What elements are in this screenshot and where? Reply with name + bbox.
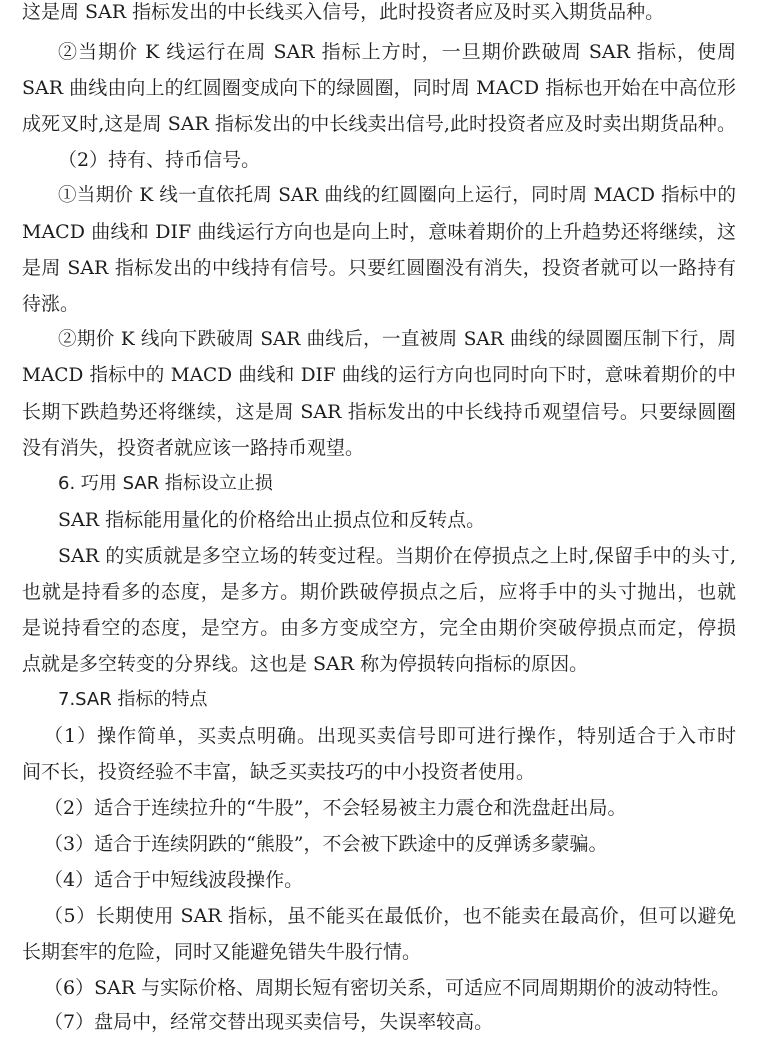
text-line: 也就是持看多的态度，是多方。期价跌破停损点之后，应将手中的头寸抛出，也就 <box>22 581 736 603</box>
text-line: SAR 曲线由向上的红圆圈变成向下的绿圆圈，同时周 MACD 指标也开始在中高位形 <box>22 77 736 99</box>
text-line: （2）适合于连续拉升的“牛股”，不会轻易被主力震仓和洗盘赶出局。 <box>44 797 627 819</box>
text-line: 待涨。 <box>22 293 80 315</box>
text-line: （4）适合于中短线波段操作。 <box>44 869 304 891</box>
text-line: 成死叉时,这是周 SAR 指标发出的中长线卖出信号,此时投资者应及时卖出期货品种。 <box>22 113 736 135</box>
text-line: （2）持有、持币信号。 <box>58 149 261 171</box>
text-line: 长期套牢的危险，同时又能避免错失牛股行情。 <box>22 941 422 963</box>
text-line: 长期下跌趋势还将继续，这是周 SAR 指标发出的中长线持币观望信号。只要绿圆圈 <box>22 401 736 423</box>
text-line: 是说持看空的态度，是空方。由多方变成空方，完全由期价突破停损点而定，停损 <box>22 617 736 639</box>
section-heading: 7.SAR 指标的特点 <box>58 689 208 710</box>
text-line: 没有消失，投资者就应该一路持币观望。 <box>22 437 365 459</box>
text-line: 点就是多空转变的分界线。这也是 SAR 称为停损转向指标的原因。 <box>22 653 589 675</box>
text-line: ②期价 K 线向下跌破周 SAR 曲线后，一直被周 SAR 曲线的绿圆圈压制下行，周 <box>58 329 736 350</box>
text-line: SAR 的实质就是多空立场的转变过程。当期价在停损点之上时,保留手中的头寸, <box>58 545 736 567</box>
text-line: SAR 指标能用量化的价格给出止损点位和反转点。 <box>58 509 486 531</box>
text-line: MACD 指标中的 MACD 曲线和 DIF 曲线的运行方向也同时向下时，意味着期价的中 <box>22 365 736 386</box>
text-line: 这是周 SAR 指标发出的中长线买入信号，此时投资者应及时买入期货品种。 <box>22 1 665 23</box>
section-heading: 6. 巧用 SAR 指标设立止损 <box>58 473 273 494</box>
text-line: MACD 曲线和 DIF 曲线运行方向也是向上时，意味着期价的上升趋势还将继续，这 <box>22 221 736 243</box>
text-line: ①当期价 K 线一直依托周 SAR 曲线的红圆圈向上运行，同时周 MACD 指标中的 <box>58 185 736 206</box>
text-line: 是周 SAR 指标发出的中线持有信号。只要红圆圈没有消失，投资者就可以一路持有 <box>22 257 736 279</box>
text-line: （5）长期使用 SAR 指标，虽不能买在最低价，也不能卖在最高价，但可以避免 <box>44 905 736 927</box>
text-line: （7）盘局中，经常交替出现买卖信号，失误率较高。 <box>44 1011 494 1033</box>
text-line: （1）操作简单，买卖点明确。出现买卖信号即可进行操作，特别适合于入市时 <box>44 725 736 747</box>
text-line: （6）SAR 与实际价格、周期长短有密切关系，可适应不同周期期价的波动特性。 <box>44 977 731 999</box>
text-line: ②当期价 K 线运行在周 SAR 指标上方时，一旦期价跌破周 SAR 指标，使周 <box>58 41 736 63</box>
text-line: 间不长，投资经验不丰富，缺乏买卖技巧的中小投资者使用。 <box>22 761 536 783</box>
text-line: （3）适合于连续阴跌的“熊股”，不会被下跌途中的反弹诱多蒙骗。 <box>44 833 608 855</box>
